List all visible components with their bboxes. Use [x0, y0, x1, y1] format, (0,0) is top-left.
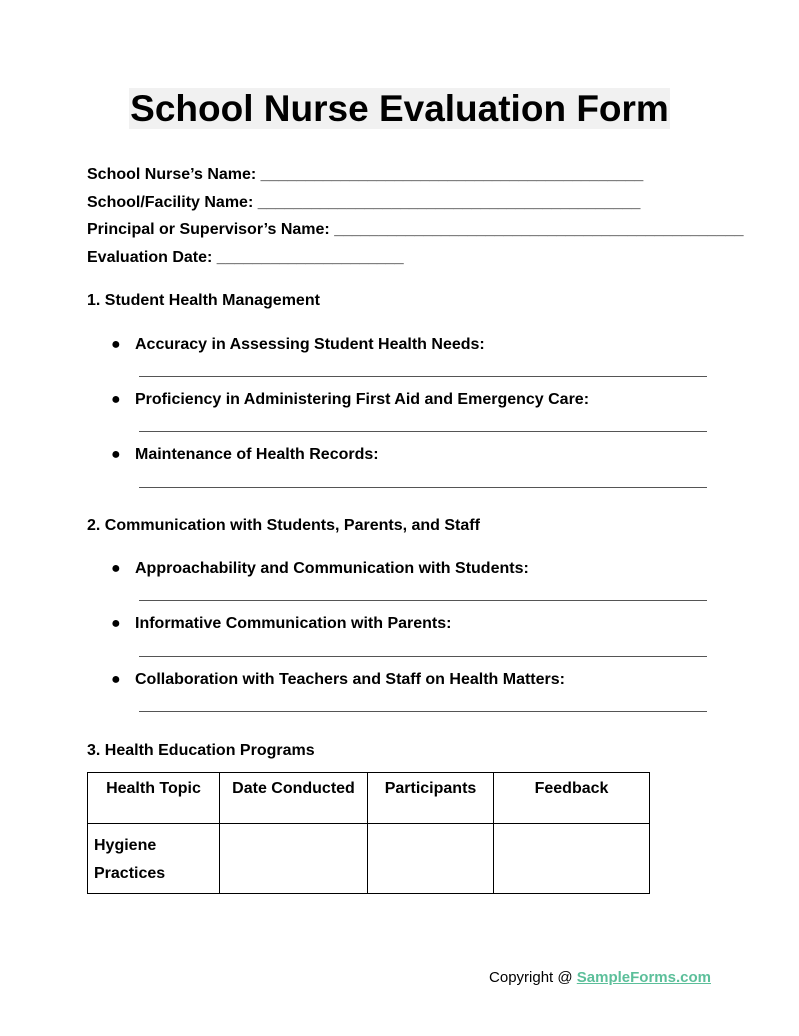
- table-cell[interactable]: [368, 824, 494, 894]
- evaluation-date-field: Evaluation Date: _____________________: [87, 249, 404, 266]
- table-row: [88, 824, 650, 894]
- nurse-name-field: School Nurse’s Name: ___________________________________________: [87, 166, 644, 183]
- table-cell: Hygiene Practices: [88, 824, 220, 894]
- column-header: Participants: [368, 773, 494, 824]
- section-heading-3: 3. Health Education Programs: [87, 742, 315, 759]
- column-header: Date Conducted: [220, 773, 368, 824]
- bullet: ●: [111, 391, 121, 408]
- answer-line: [139, 711, 707, 712]
- column-header: Health Topic: [88, 773, 220, 824]
- facility-name-field: School/Facility Name: ___________________________________________: [87, 194, 641, 211]
- answer-line: [139, 376, 707, 377]
- copyright-footer: [489, 969, 711, 986]
- column-header: Feedback: [494, 773, 650, 824]
- bullet: ●: [111, 336, 121, 353]
- page-title: School Nurse Evaluation Form: [130, 88, 669, 129]
- table-header-row: [88, 773, 650, 824]
- answer-line: [139, 487, 707, 488]
- health-education-table: [87, 772, 650, 894]
- section-heading-2: 2. Communication with Students, Parents, and Staff: [87, 517, 480, 534]
- item-health-records: Maintenance of Health Records:: [135, 446, 379, 463]
- copyright-prefix: Copyright @: [489, 969, 577, 986]
- title-wrap: [0, 88, 799, 129]
- item-communication-parents: Informative Communication with Parents:: [135, 615, 452, 632]
- item-communication-students: Approachability and Communication with Students:: [135, 560, 529, 577]
- table-cell[interactable]: [220, 824, 368, 894]
- bullet: ●: [111, 446, 121, 463]
- section-heading-1: 1. Student Health Management: [87, 292, 320, 309]
- bullet: ●: [111, 671, 121, 688]
- table-cell[interactable]: [494, 824, 650, 894]
- supervisor-name-field: Principal or Supervisor’s Name: ______________________________________________: [87, 221, 744, 238]
- item-collaboration-staff: Collaboration with Teachers and Staff on Health Matters:: [135, 671, 565, 688]
- brand-link[interactable]: SampleForms.com: [576, 969, 711, 986]
- answer-line: [139, 600, 707, 601]
- bullet: ●: [111, 560, 121, 577]
- bullet: ●: [111, 615, 121, 632]
- answer-line: [139, 656, 707, 657]
- answer-line: [139, 431, 707, 432]
- item-assessing-health-needs: Accuracy in Assessing Student Health Needs:: [135, 336, 485, 353]
- item-first-aid: Proficiency in Administering First Aid and Emergency Care:: [135, 391, 590, 408]
